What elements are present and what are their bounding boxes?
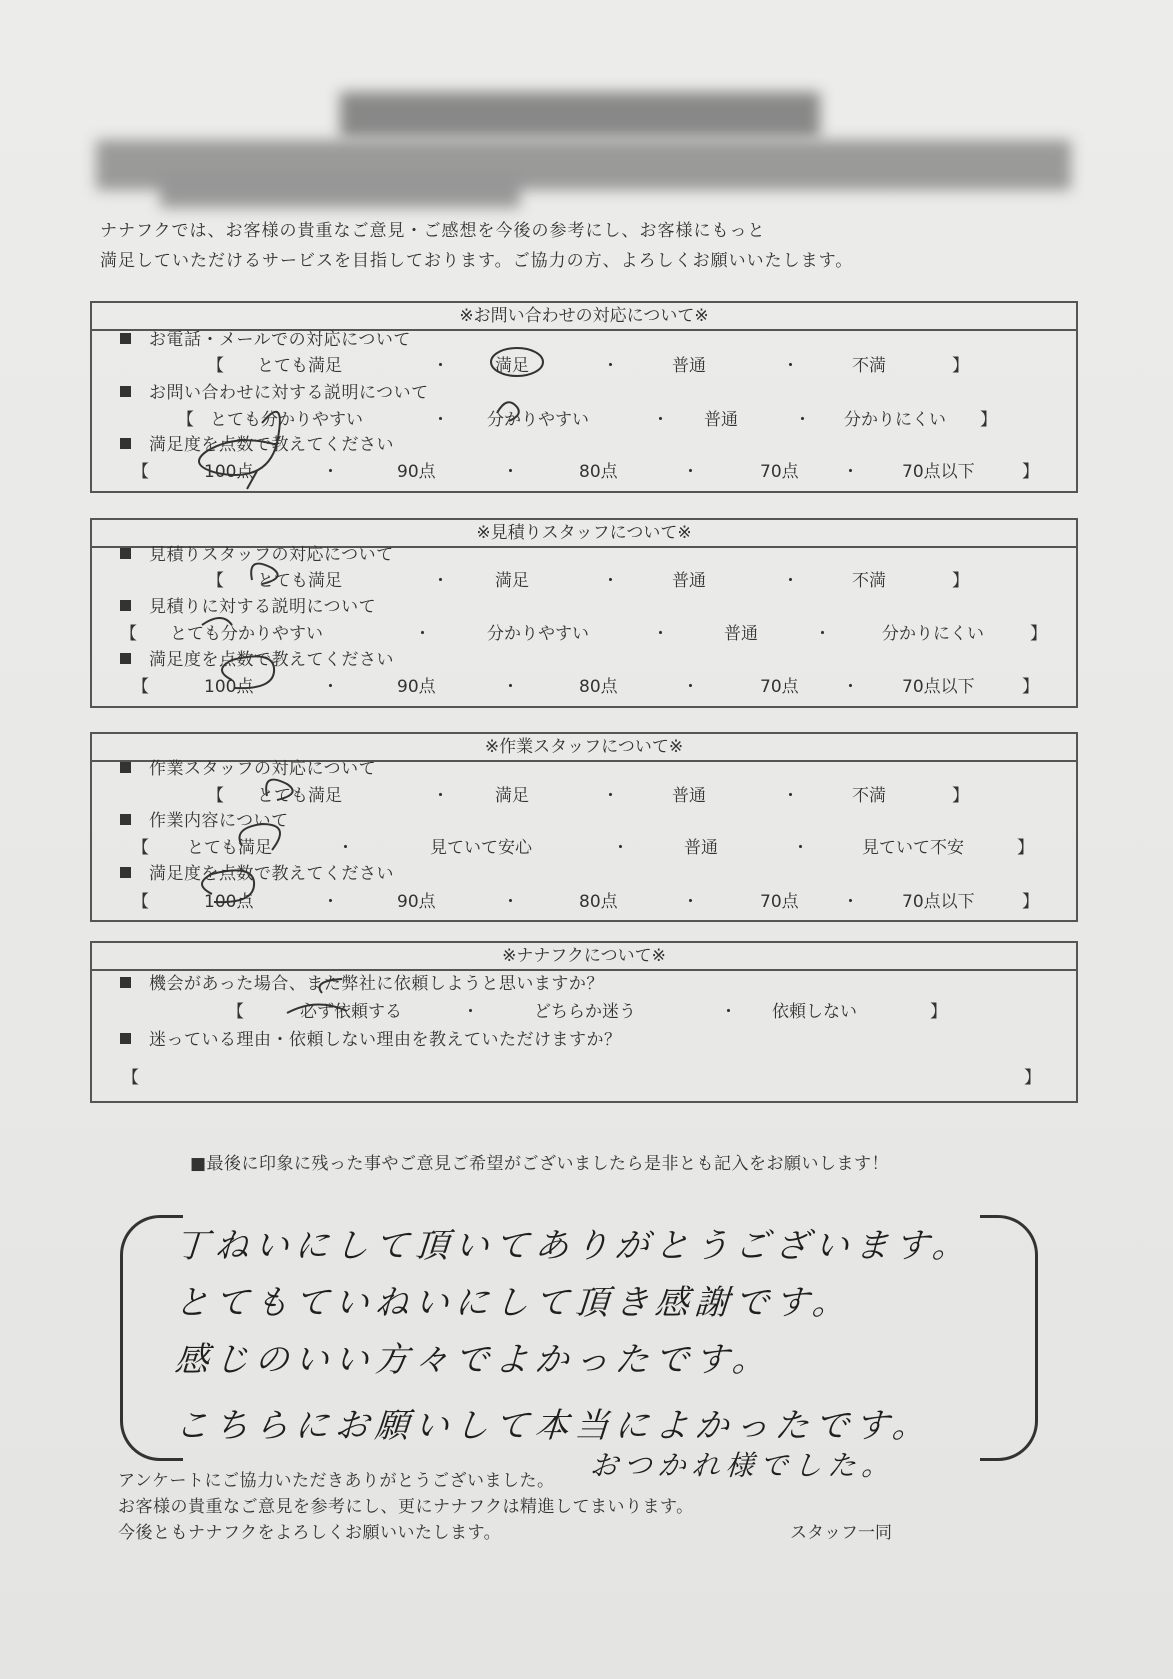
option[interactable]: 分かりやすい: [487, 624, 589, 644]
option-row: [92, 351, 1076, 377]
option[interactable]: 満足: [495, 786, 529, 806]
question-label: 作業内容について: [120, 806, 289, 831]
question-label: 機会があった場合、また弊社に依頼しようと思いますか？: [120, 969, 604, 994]
option-row: [92, 833, 1076, 859]
separator: ・: [814, 624, 831, 644]
option-row: [92, 887, 1076, 913]
bracket-close: 】: [1022, 677, 1039, 697]
separator: ・: [842, 462, 859, 482]
bracket-close: 】: [930, 1002, 947, 1022]
bracket-open: 【: [132, 892, 149, 912]
section-title: ※作業スタッフについて※: [92, 734, 1076, 762]
separator: ・: [652, 410, 669, 430]
option-row: [92, 781, 1076, 807]
option[interactable]: 分かりにくい: [844, 410, 946, 430]
comment-bracket-right: [980, 1215, 1038, 1461]
option[interactable]: 70点: [760, 892, 799, 912]
option[interactable]: 70点以下: [902, 892, 975, 912]
closing-text: お客様の貴重なご意見を参考にし、更にナナフクは精進してまいります。: [118, 1497, 694, 1517]
separator: ・: [432, 571, 449, 591]
square-bullet-icon: [120, 653, 131, 664]
square-bullet-icon: [120, 814, 131, 825]
option[interactable]: 普通: [704, 410, 738, 430]
square-bullet-icon: [120, 1033, 131, 1044]
comment-heading: ■最後に印象に残った事やご意見ご希望がございましたら是非とも記入をお願いします！: [190, 1154, 890, 1174]
separator: ・: [842, 677, 859, 697]
option[interactable]: 100点: [204, 892, 254, 912]
option[interactable]: とても分かりやすい: [170, 624, 323, 644]
option-row: [92, 457, 1076, 483]
intro-text: 満足していただけるサービスを目指しております。ご協力の方、よろしくお願いいたします。: [100, 251, 854, 271]
option[interactable]: 普通: [724, 624, 758, 644]
bracket-close: 】: [952, 571, 969, 591]
option[interactable]: 見ていて不安: [862, 838, 964, 858]
question-label: 見積りスタッフの対応について: [120, 540, 394, 565]
redacted-title: [340, 92, 820, 138]
separator: ・: [782, 571, 799, 591]
separator: ・: [652, 624, 669, 644]
option[interactable]: 不満: [852, 786, 886, 806]
option-row: [92, 405, 1076, 431]
option[interactable]: 普通: [672, 571, 706, 591]
option[interactable]: 80点: [579, 677, 618, 697]
bracket-open: 【: [207, 786, 224, 806]
option[interactable]: とても満足: [257, 786, 342, 806]
option-row: [92, 619, 1076, 645]
handwritten-comment: おつかれ様でした。: [588, 1449, 897, 1482]
separator: ・: [602, 786, 619, 806]
option[interactable]: 100点: [204, 462, 254, 482]
bracket-close: 】: [1022, 462, 1039, 482]
bracket-open: 【: [122, 1068, 139, 1088]
bracket-open: 【: [207, 356, 224, 376]
square-bullet-icon: [120, 438, 131, 449]
option[interactable]: 不満: [852, 571, 886, 591]
option[interactable]: 満足: [495, 571, 529, 591]
option[interactable]: 不満: [852, 356, 886, 376]
bracket-close: 】: [1030, 624, 1047, 644]
separator: ・: [682, 677, 699, 697]
closing-text: 今後ともナナフクをよろしくお願いいたします。: [118, 1523, 502, 1543]
section-work-staff: [90, 732, 1078, 922]
question-label: 満足度を点数で教えてください: [120, 430, 394, 455]
section-title: ※ナナフクについて※: [92, 943, 1076, 971]
separator: ・: [612, 838, 629, 858]
separator: ・: [602, 571, 619, 591]
option[interactable]: 普通: [684, 838, 718, 858]
question-label: 迷っている理由・依頼しない理由を教えていただけますか？: [120, 1025, 622, 1050]
bracket-close: 】: [1017, 838, 1034, 858]
option[interactable]: 80点: [579, 892, 618, 912]
option[interactable]: 70点以下: [902, 462, 975, 482]
option[interactable]: 90点: [397, 462, 436, 482]
section-nanafuku: [90, 941, 1078, 1103]
bracket-open: 【: [227, 1002, 244, 1022]
option[interactable]: とても満足: [257, 571, 342, 591]
separator: ・: [842, 892, 859, 912]
option[interactable]: どちらか迷う: [534, 1002, 636, 1022]
option[interactable]: 普通: [672, 786, 706, 806]
separator: ・: [502, 462, 519, 482]
separator: ・: [782, 356, 799, 376]
bracket-open: 【: [132, 677, 149, 697]
staff-signature: スタッフ一同: [790, 1523, 892, 1543]
option[interactable]: 満足: [495, 356, 529, 376]
bracket-open: 【: [132, 838, 149, 858]
option[interactable]: 100点: [204, 677, 254, 697]
separator: ・: [432, 410, 449, 430]
bracket-open: 【: [120, 624, 137, 644]
section-inquiry: [90, 301, 1078, 493]
bracket-open: 【: [177, 410, 194, 430]
separator: ・: [432, 786, 449, 806]
bracket-close: 】: [952, 786, 969, 806]
bracket-open: 【: [207, 571, 224, 591]
option[interactable]: 依頼しない: [772, 1002, 857, 1022]
option[interactable]: 90点: [397, 677, 436, 697]
square-bullet-icon: [120, 386, 131, 397]
separator: ・: [720, 1002, 737, 1022]
section-title: ※見積りスタッフについて※: [92, 520, 1076, 548]
separator: ・: [502, 677, 519, 697]
separator: ・: [337, 838, 354, 858]
option[interactable]: 80点: [579, 462, 618, 482]
separator: ・: [792, 838, 809, 858]
option[interactable]: 90点: [397, 892, 436, 912]
closing-text: アンケートにご協力いただきありがとうございました。: [118, 1471, 555, 1491]
bracket-close: 】: [1022, 892, 1039, 912]
option[interactable]: 見ていて安心: [430, 838, 532, 858]
separator: ・: [602, 356, 619, 376]
separator: ・: [782, 786, 799, 806]
separator: ・: [322, 677, 339, 697]
option[interactable]: 分かりやすい: [487, 410, 589, 430]
handwritten-comment: 感じのいい方々でよかったです。: [173, 1340, 774, 1380]
section-title: ※お問い合わせの対応について※: [92, 303, 1076, 331]
option[interactable]: 普通: [672, 356, 706, 376]
option[interactable]: とても分かりやすい: [210, 410, 363, 430]
question-label: 見積りに対する説明について: [120, 592, 376, 617]
option-row: [92, 566, 1076, 592]
handwritten-comment: 丁ねいにして頂いてありがとうございます。: [173, 1226, 974, 1266]
separator: ・: [682, 892, 699, 912]
handwritten-comment: こちらにお願いして本当によかったです。: [173, 1406, 934, 1446]
option[interactable]: とても満足: [257, 356, 342, 376]
separator: ・: [414, 624, 431, 644]
handwritten-comment: とてもていねいにして頂き感謝です。: [173, 1283, 854, 1323]
option-row: [92, 997, 1076, 1023]
section-estimate-staff: [90, 518, 1078, 708]
option[interactable]: 70点以下: [902, 677, 975, 697]
option[interactable]: 70点: [760, 462, 799, 482]
reason-field[interactable]: [92, 1063, 1076, 1089]
redacted-line: [160, 178, 520, 208]
square-bullet-icon: [120, 977, 131, 988]
bracket-close: 】: [980, 410, 997, 430]
separator: ・: [794, 410, 811, 430]
option-row: [92, 672, 1076, 698]
question-label: 満足度を点数で教えてください: [120, 859, 394, 884]
square-bullet-icon: [120, 762, 131, 773]
bracket-open: 【: [132, 462, 149, 482]
separator: ・: [462, 1002, 479, 1022]
separator: ・: [322, 462, 339, 482]
bracket-close: 】: [952, 356, 969, 376]
square-bullet-icon: [120, 548, 131, 559]
question-label: 作業スタッフの対応について: [120, 754, 376, 779]
separator: ・: [322, 892, 339, 912]
question-label: お電話・メールでの対応について: [120, 325, 411, 350]
intro-text: ナナフクでは、お客様の貴重なご意見・ご感想を今後の参考にし、お客様にもっと: [100, 221, 766, 241]
separator: ・: [682, 462, 699, 482]
separator: ・: [502, 892, 519, 912]
option[interactable]: 分かりにくい: [882, 624, 984, 644]
square-bullet-icon: [120, 333, 131, 344]
option[interactable]: 必ず依頼する: [300, 1002, 402, 1022]
question-label: 満足度を点数で教えてください: [120, 645, 394, 670]
option[interactable]: とても満足: [187, 838, 272, 858]
option[interactable]: 70点: [760, 677, 799, 697]
square-bullet-icon: [120, 600, 131, 611]
separator: ・: [432, 356, 449, 376]
bracket-close: 】: [1024, 1068, 1041, 1088]
question-label: お問い合わせに対する説明について: [120, 378, 429, 403]
square-bullet-icon: [120, 867, 131, 878]
